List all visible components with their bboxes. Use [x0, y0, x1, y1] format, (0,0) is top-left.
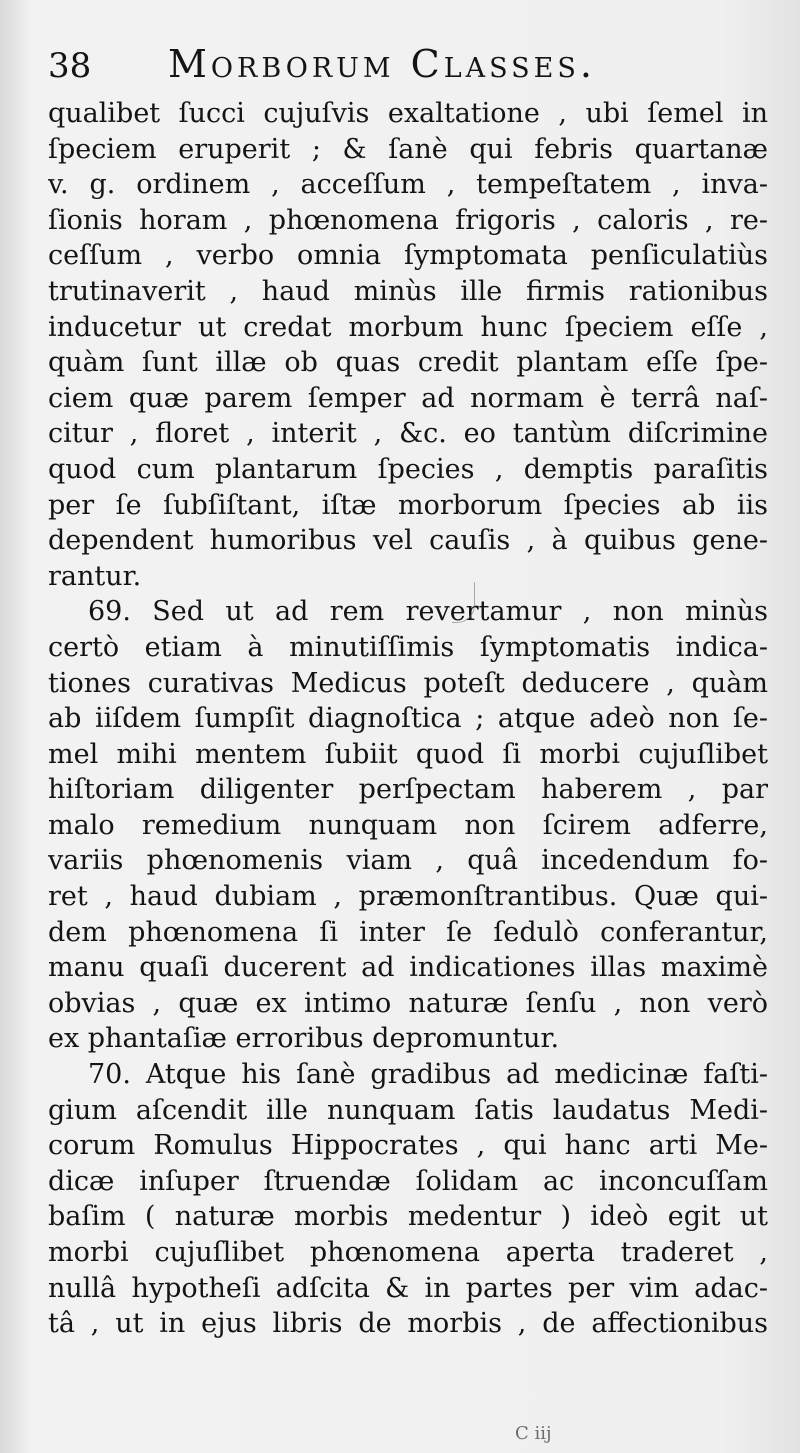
text-line: ab iiſdem ſumpſit diagnoſtica ; atque adeò non ſe-: [48, 703, 768, 735]
text-line: baſim ( naturæ morbis medentur ) ideò egit ut: [48, 1201, 768, 1233]
text-line: dem phœnomena ſi inter ſe ſedulò conferantur,: [48, 916, 768, 948]
text-line: ſionis horam , phœnomena frigoris , caloris , re-: [48, 204, 768, 236]
text-line: dicæ inſuper ſtruendæ ſolidam ac inconcuſſam: [48, 1165, 768, 1197]
paragraph-end-line: ex phantaſiæ erroribus depromuntur.: [48, 1023, 560, 1055]
text-line: certò etiam à minutiſſimis ſymptomatis indica-: [48, 631, 768, 663]
text-line: hiſtoriam diligenter perſpectam haberem , par: [48, 774, 768, 806]
signature-mark: C iij: [515, 1423, 552, 1444]
text-line: trutinaverit , haud minùs ille firmis rationibus: [48, 275, 768, 307]
text-line: v. g. ordinem , acceſſum , tempeſtatem , inva-: [48, 169, 768, 201]
running-title: Morborum Classes.: [168, 42, 596, 86]
body-text: [48, 96, 768, 1342]
text-line: ret , haud dubiam , præmonſtrantibus. Quæ qui-: [48, 881, 768, 913]
text-line: gium aſcendit ille nunquam ſatis laudatus Medi-: [48, 1094, 768, 1126]
text-line: mel mihi mentem ſubiit quod ſi morbi cujuſlibet: [48, 738, 768, 770]
text-line: qualibet ſucci cujuſvis exaltatione , ubi ſemel in: [48, 98, 768, 129]
text-line: nullâ hypotheſi adſcita & in partes per vim adac-: [48, 1272, 768, 1304]
text-line: ſpeciem eruperit ; & ſanè qui febris quartanæ: [48, 133, 768, 165]
text-line: inducetur ut credat morbum hunc ſpeciem eſſe ,: [48, 311, 768, 343]
text-line: quod cum plantarum ſpecies , demptis paraſitis: [48, 453, 768, 485]
paragraph-70-start: 70. Atque his ſanè gradibus ad medicinæ faſti-: [88, 1059, 768, 1091]
paragraph-end-line: rantur.: [48, 560, 142, 592]
text-line: malo remedium nunquam non ſcirem adferre,: [48, 809, 768, 841]
text-line: per ſe ſubſiſtant, iſtæ morborum ſpecies ab iis: [48, 489, 768, 521]
page-number: 38: [48, 46, 92, 86]
paragraph-69-start: 69. Sed ut ad rem revertamur , non minùs: [88, 596, 768, 628]
page-header: [48, 40, 768, 96]
text-line: ceſſum , verbo omnia ſymptomata penſiculatiùs: [48, 240, 768, 272]
text-line: obvias , quæ ex intimo naturæ ſenſu , non verò: [48, 987, 768, 1019]
text-line: citur , floret , interit , &c. eo tantùm diſcrimine: [48, 418, 768, 450]
text-line: quàm ſunt illæ ob quas credit plantam eſſe ſpe-: [48, 347, 768, 379]
text-line: manu quaſi ducerent ad indicationes illas maximè: [48, 952, 768, 984]
text-line: tiones curativas Medicus poteſt deducere , quàm: [48, 667, 768, 699]
text-line: variis phœnomenis viam , quâ incedendum fo-: [48, 845, 768, 877]
text-line: tâ , ut in ejus libris de morbis , de affectionibus: [48, 1308, 768, 1340]
text-line: dependent humoribus vel cauſis , à quibus gene-: [48, 525, 768, 557]
text-line: morbi cujuſlibet phœnomena aperta traderet ,: [48, 1237, 768, 1268]
text-line: ciem quæ parem ſemper ad normam è terrâ naſ-: [48, 382, 768, 414]
text-line: corum Romulus Hippocrates , qui hanc arti Me-: [48, 1130, 768, 1162]
